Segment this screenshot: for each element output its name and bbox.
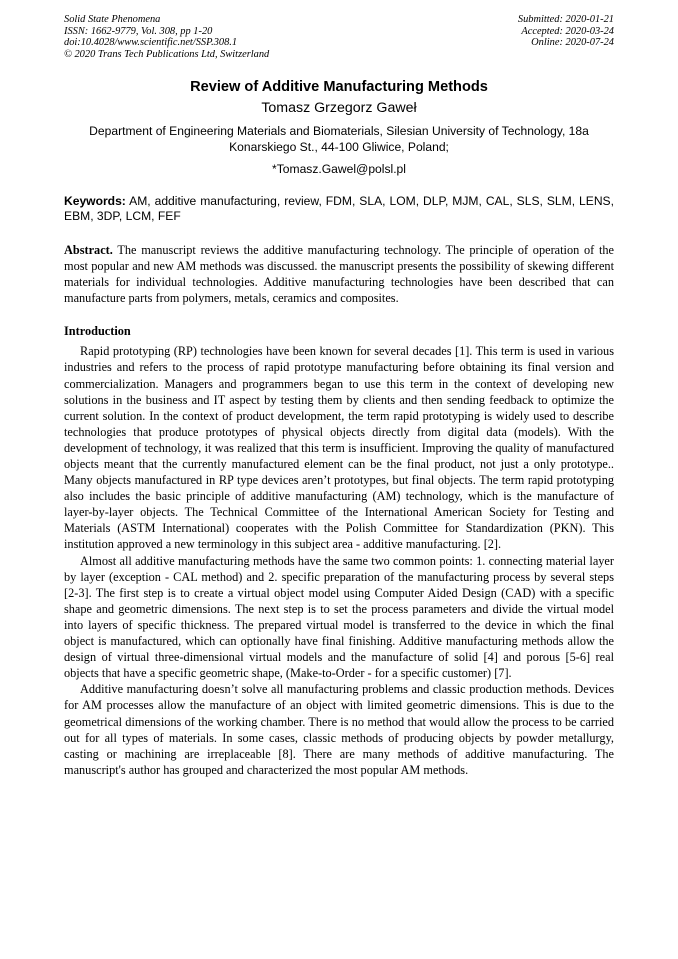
paper-title: Review of Additive Manufacturing Methods <box>190 79 488 96</box>
body-paragraph: Almost all additive manufacturing methods have the same two common points: 1. connecting material layer by layer (exception - CAL method) and 2. specific preparation of the manufacturing process by several steps [2-3]. The first step is to create a virtual object model using Computer Aided Design (CAD) with a specific shape and geometric dimensions. The next step is to set the process parameters and divide the virtual model into layers of specific thickness. The prepared virtual model is transferred to the device in which the final object is manufactured, which can optionally have final finishing. Additive manufacturing methods allow the design of virtual three-dimensional virtual models and the manufacture of solid [4] and porous [5-6] real objects that have a specific geometric shape, (Make-to-Order - for a specific customer) [7]. <box>64 553 614 681</box>
journal-copyright: © 2020 Trans Tech Publications Ltd, Switzerland <box>64 48 270 60</box>
affiliation-line: Konarskiego St., 44-100 Gliwice, Poland; <box>229 139 449 154</box>
journal-name: Solid State Phenomena <box>64 14 161 25</box>
body-paragraph: Rapid prototyping (RP) technologies have been known for several decades [1]. This term is used in various industries and refers to the process of rapid prototype manufacturing before obtaining its final version and commercialization. Managers and programmers began to use this term in the context of developing new solutions in the business and IT aspect by testing them by clients and then sending feedback to optimize the current solution. In the context of product development, the term rapid prototyping is widely used to describe technologies that produce prototypes of physical objects directly from digital data (models). With the development of technology, it was realized that this term is insufficient. Improving the quality of manufactured objects meant that the currently manufactured element can be the final product, not just a only prototype.. Many objects manufactured in RP type devices aren’t prototypes, but final objects. The term rapid prototyping also includes the basic principle of additive manufacturing (AM) technology, which is the manufacture of layer-by-layer objects. The Technical Committee of the International American Society for Testing and Materials (ASTM International) cooperates with the Polish Committee for Standardization (PKN). This institution approved a new terminology in this subject area - additive manufacturing. [2]. <box>64 344 614 552</box>
author-email[interactable]: *Tomasz.Gawel@polsl.pl <box>272 162 406 177</box>
submitted-date: Submitted: 2020-01-21 <box>517 14 614 25</box>
paper-page <box>64 14 614 778</box>
online-date: Online: 2020-07-24 <box>531 37 614 49</box>
affiliation-line: Department of Engineering Materials and Biomaterials, Silesian University of Technology, 18a <box>89 124 589 139</box>
author-name: Tomasz Grzegorz Gaweł <box>261 100 417 117</box>
journal-info <box>64 14 269 60</box>
journal-doi: doi:10.4028/www.scientific.net/SSP.308.1 <box>64 37 238 49</box>
abstract <box>64 242 614 306</box>
keywords-label: Keywords: <box>64 193 126 208</box>
journal-issn: ISSN: 1662-9779, Vol. 308, pp 1-20 <box>64 25 213 37</box>
section-heading-introduction: Introduction <box>64 324 131 339</box>
publication-dates <box>518 14 614 60</box>
journal-header <box>64 14 614 60</box>
body-paragraph: Additive manufacturing doesn’t solve all manufacturing problems and classic production methods. Devices for AM processes allow the manufacture of an object with limited geometric dimensions. This is due to the geometrical dimensions of the working chamber. There is no method that would allow the process to be carried out for all types of materials. In some cases, classic methods of producing objects by powder metallurgy, casting or machining are irreplaceable [8]. There are many methods of additive manufacturing. The manuscript's author has grouped and characterized the most popular AM methods. <box>64 682 614 777</box>
abstract-text: The manuscript reviews the additive manufacturing technology. The principle of operation of the most popular and new AM methods was discussed. the manuscript presents the possibility of skewing different materials for individual technologies. Additive manufacturing technologies have been described that can manufacture parts from polymers, metals, ceramics and composites. <box>64 242 614 306</box>
accepted-date: Accepted: 2020-03-24 <box>521 25 614 37</box>
author-affiliation <box>64 124 614 155</box>
keywords <box>64 194 614 225</box>
abstract-label: Abstract. <box>64 242 113 257</box>
keywords-text: AM, additive manufacturing, review, FDM, SLA, LOM, DLP, MJM, CAL, SLS, SLM, LENS, EBM, 3DP, LCM, FEF <box>64 193 614 224</box>
